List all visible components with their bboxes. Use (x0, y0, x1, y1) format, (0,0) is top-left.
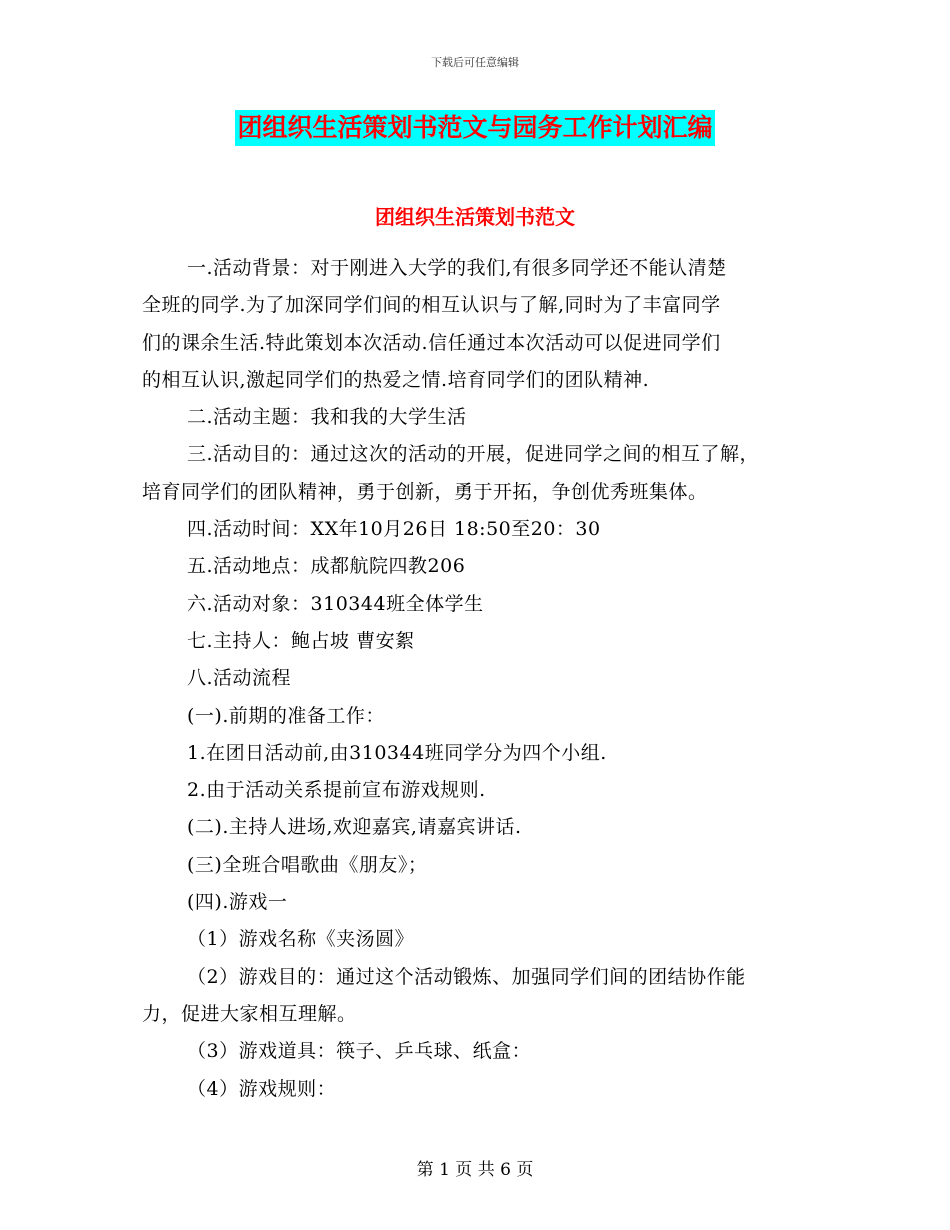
paragraph-line: 一.活动背景：对于刚进入大学的我们,有很多同学还不能认清楚 (187, 257, 727, 279)
paragraph-line: 七.主持人：鲍占坡 曹安絮 (187, 629, 415, 652)
paragraph-line: (二).主持人进场,欢迎嘉宾,请嘉宾讲话. (187, 816, 522, 839)
paragraph-line: (一).前期的准备工作： (187, 704, 385, 727)
paragraph-line: 培育同学们的团队精神，勇于创新，勇于开拓，争创优秀班集体。 (142, 480, 708, 503)
paragraph-line: 1.在团日活动前,由310344班同学分为四个小组. (187, 741, 607, 764)
paragraph-line: (四).游戏一 (187, 891, 288, 914)
paragraph-line: 二.活动主题：我和我的大学生活 (187, 406, 467, 429)
paragraph-line: (三)全班合唱歌曲《朋友》； (187, 853, 428, 876)
paragraph-line: 五.活动地点：成都航院四教206 (187, 555, 466, 578)
paragraph-line: 八.活动流程 (187, 667, 292, 690)
main-title: 团组织生活策划书范文与园务工作计划汇编 (235, 110, 714, 146)
document-body (142, 250, 812, 1108)
paragraph-line: 三.活动目的：通过这次的活动的开展，促进同学之间的相互了解， (187, 443, 760, 466)
paragraph-line: 四.活动时间：XX年10月26日 18:50至20：30 (187, 518, 601, 541)
paragraph-line: （2）游戏目的：通过这个活动锻炼、加强同学们间的团结协作能 (187, 965, 746, 988)
paragraph-line: 们的课余生活.特此策划本次活动.信任通过本次活动可以促进同学们 (142, 331, 721, 354)
paragraph-line: 全班的同学.为了加深同学们间的相互认识与了解,同时为了丰富同学 (142, 294, 721, 317)
page-number: 第 1 页 共 6 页 (416, 1160, 534, 1180)
paragraph-line: 力，促进大家相互理解。 (142, 1002, 357, 1025)
paragraph-line: （4）游戏规则： (187, 1077, 337, 1100)
paragraph-line: 的相互认识,激起同学们的热爱之情.培育同学们的团队精神. (142, 368, 650, 391)
paragraph-line: 2.由于活动关系提前宣布游戏规则. (187, 779, 486, 802)
paragraph-line: （3）游戏道具：筷子、乒乓球、纸盒： (187, 1040, 532, 1063)
section-title: 团组织生活策划书范文 (375, 205, 575, 229)
paragraph-line: （1）游戏名称《夹汤圆》 (187, 928, 415, 951)
paragraph-line: 六.活动对象：310344班全体学生 (187, 592, 484, 615)
page-header-note: 下载后可任意编辑 (431, 56, 519, 69)
main-title-container (0, 110, 950, 146)
